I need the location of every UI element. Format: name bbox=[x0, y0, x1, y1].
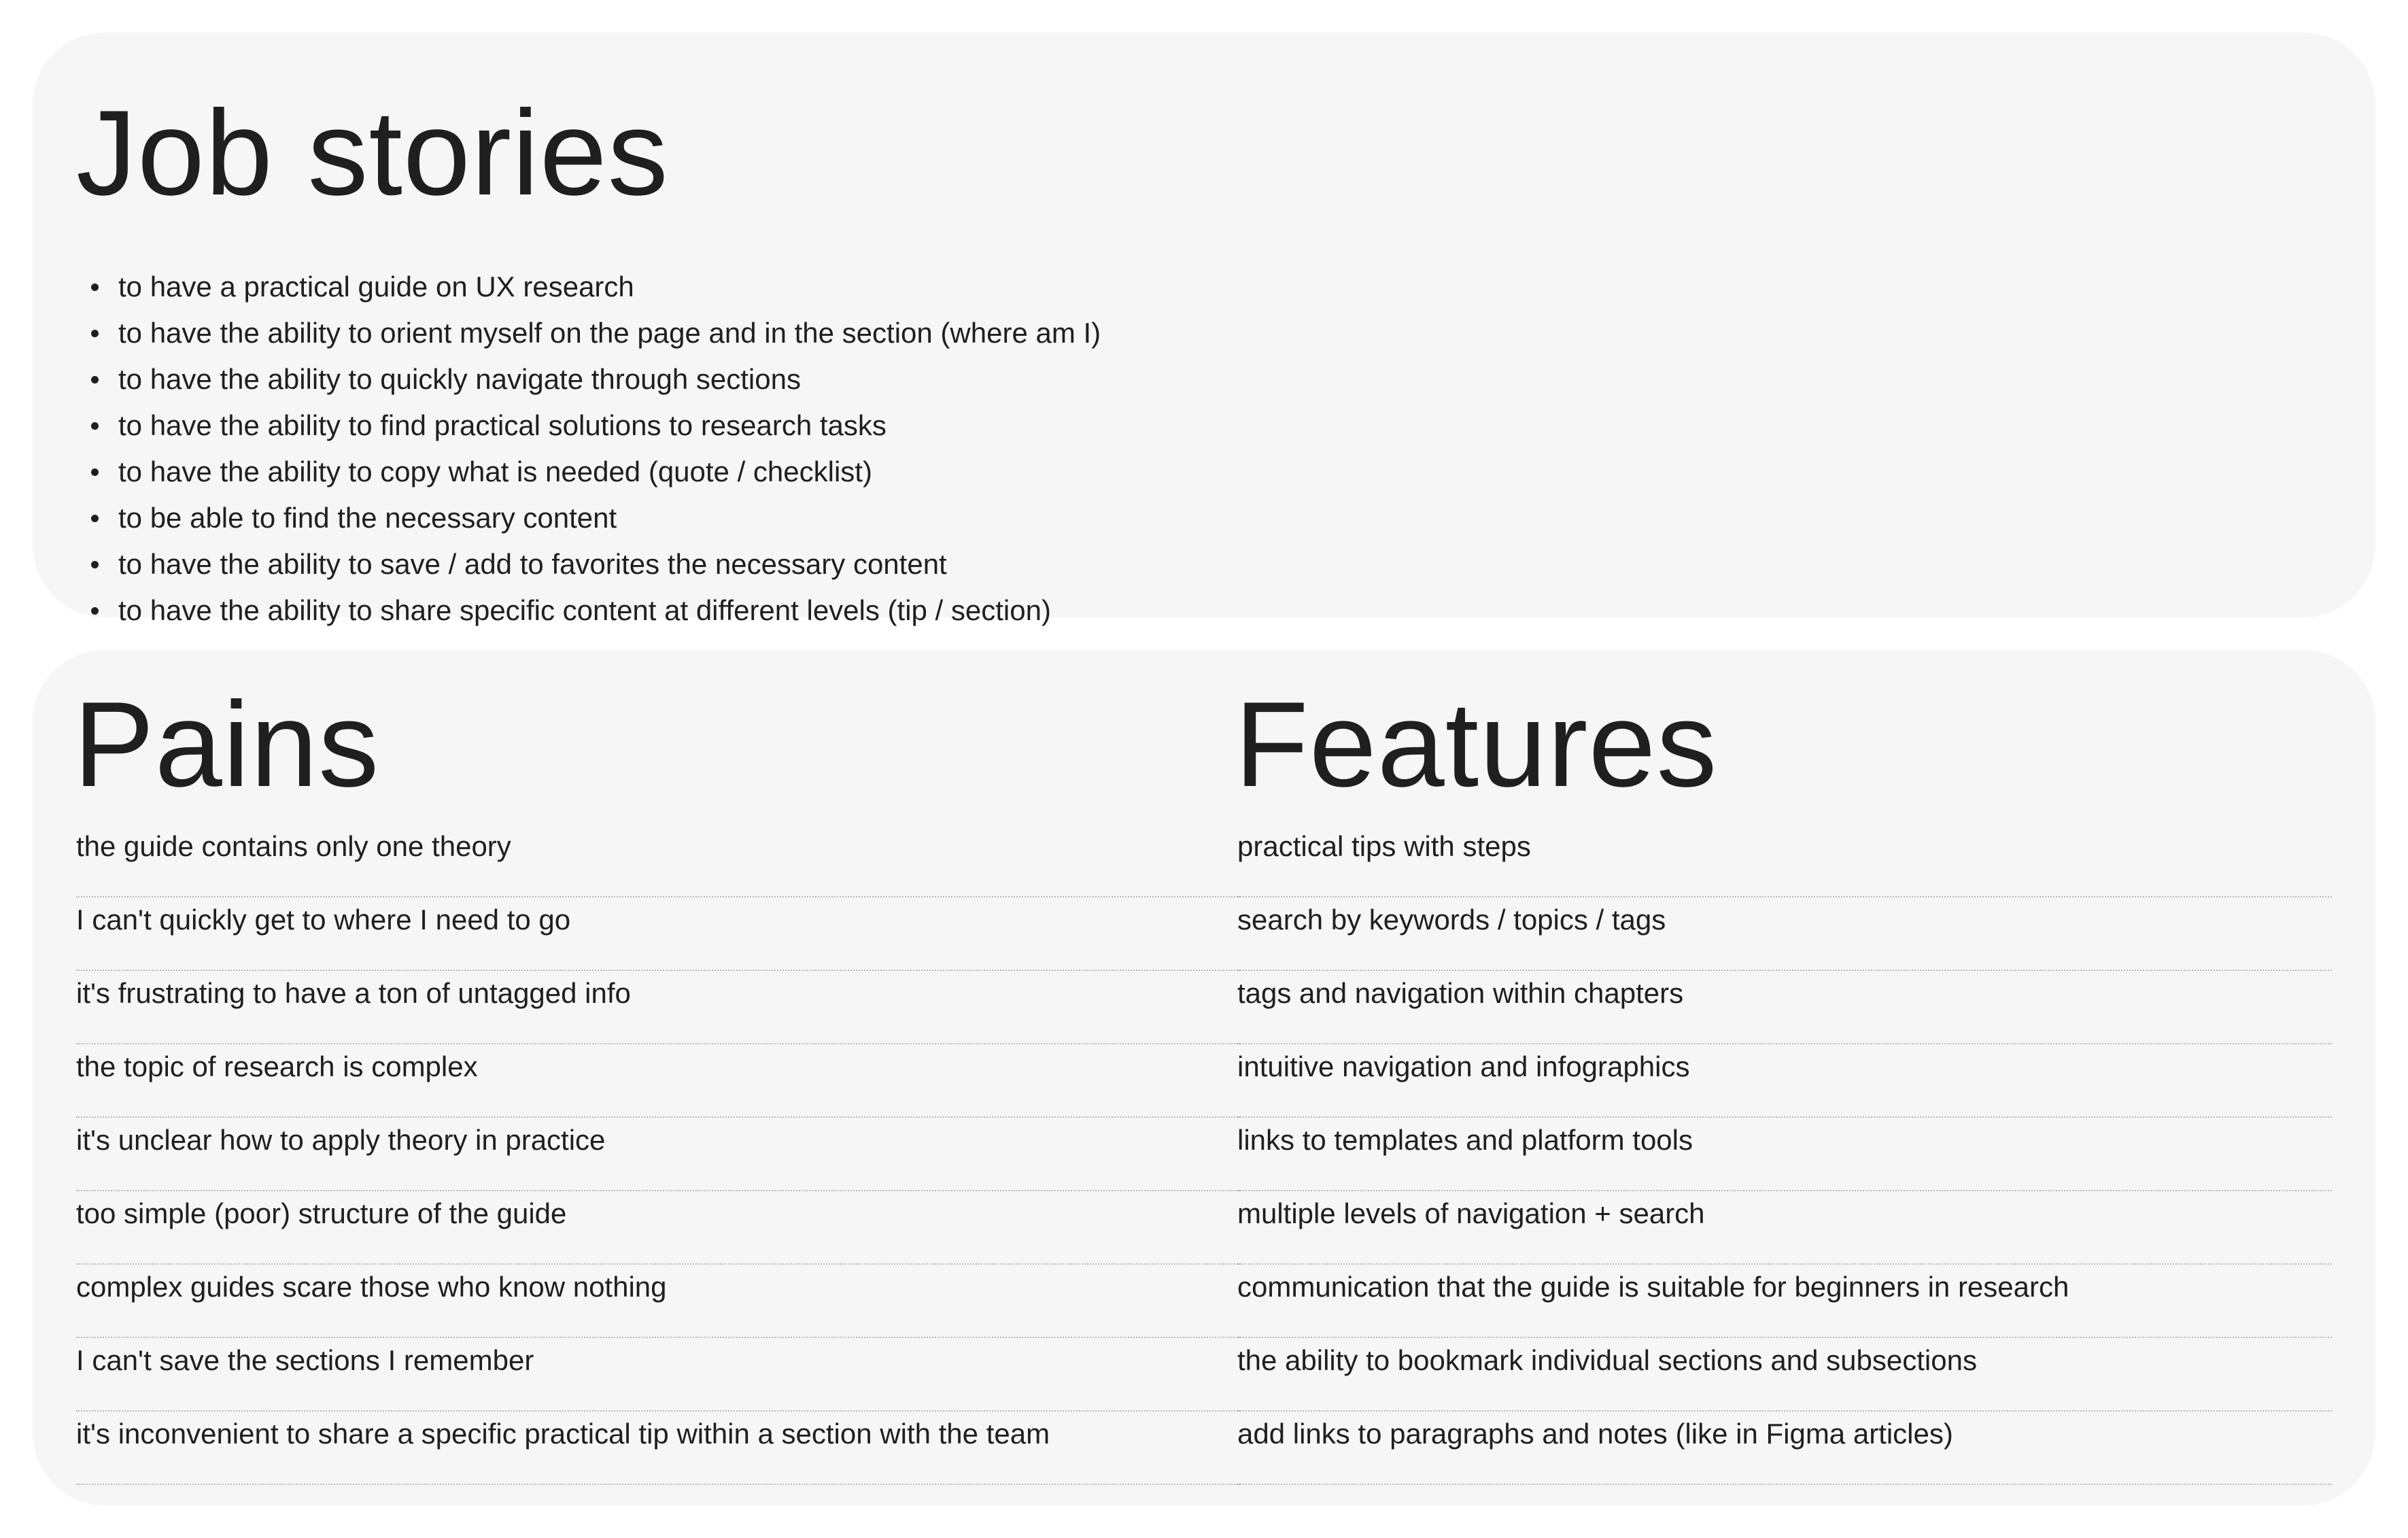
pains-features-card bbox=[33, 650, 2375, 1505]
feature-item bbox=[1237, 971, 2332, 1044]
pain-item-text: complex guides scare those who know nothing bbox=[76, 1271, 667, 1303]
feature-item-text: links to templates and platform tools bbox=[1237, 1124, 1693, 1156]
feature-item bbox=[1237, 824, 2332, 898]
job-stories-title: Job stories bbox=[76, 85, 669, 220]
pain-item-text: I can't save the sections I remember bbox=[76, 1344, 534, 1376]
feature-item-text: search by keywords / topics / tags bbox=[1237, 904, 1666, 936]
feature-item bbox=[1237, 898, 2332, 971]
job-story-item: to have the ability to save / add to favorites the necessary content bbox=[76, 541, 2332, 587]
job-story-item: to have the ability to find practical solutions to research tasks bbox=[76, 403, 2332, 449]
job-story-item: to have the ability to orient myself on the page and in the section (where am I) bbox=[76, 310, 2332, 356]
job-stories-list bbox=[76, 264, 2332, 634]
feature-item bbox=[1237, 1412, 2332, 1485]
pain-item-text: it's unclear how to apply theory in practice bbox=[76, 1124, 606, 1156]
pain-item bbox=[76, 1265, 1240, 1338]
feature-item bbox=[1237, 1338, 2332, 1412]
job-story-item: to have the ability to quickly navigate through sections bbox=[76, 356, 2332, 403]
feature-item-text: tags and navigation within chapters bbox=[1237, 977, 1684, 1009]
pain-item-text: it's frustrating to have a ton of untagged info bbox=[76, 977, 631, 1009]
pain-item bbox=[76, 1044, 1240, 1118]
feature-item bbox=[1237, 1044, 2332, 1118]
job-stories-card bbox=[33, 33, 2375, 626]
feature-item-text: add links to paragraphs and notes (like in Figma articles) bbox=[1237, 1418, 1953, 1450]
pain-item bbox=[76, 1118, 1240, 1191]
pain-item-text: it's inconvenient to share a specific practical tip within a section with the team bbox=[76, 1418, 1050, 1450]
pain-item bbox=[76, 971, 1240, 1044]
feature-item-text: intuitive navigation and infographics bbox=[1237, 1050, 1690, 1082]
pain-item bbox=[76, 1412, 1240, 1485]
feature-item bbox=[1237, 1191, 2332, 1265]
pain-item bbox=[76, 898, 1240, 971]
job-story-item: to have the ability to share specific content at different levels (tip / section) bbox=[76, 587, 2332, 634]
features-title: Features bbox=[1235, 677, 1718, 812]
features-list bbox=[1237, 824, 2332, 1485]
feature-item bbox=[1237, 1118, 2332, 1191]
pain-item bbox=[76, 1338, 1240, 1412]
pains-title: Pains bbox=[73, 677, 380, 812]
pain-item bbox=[76, 1191, 1240, 1265]
pains-list bbox=[76, 824, 1240, 1485]
job-story-item: to have a practical guide on UX research bbox=[76, 264, 2332, 310]
pain-item-text: too simple (poor) structure of the guide bbox=[76, 1197, 567, 1229]
feature-item-text: multiple levels of navigation + search bbox=[1237, 1197, 1705, 1229]
job-story-item: to be able to find the necessary content bbox=[76, 495, 2332, 541]
feature-item-text: practical tips with steps bbox=[1237, 830, 1531, 862]
pain-item-text: the topic of research is complex bbox=[76, 1050, 478, 1082]
pain-item-text: the guide contains only one theory bbox=[76, 830, 511, 862]
feature-item-text: communication that the guide is suitable for beginners in research bbox=[1237, 1271, 2069, 1303]
pain-item-text: I can't quickly get to where I need to go bbox=[76, 904, 571, 936]
pain-item bbox=[76, 824, 1240, 898]
job-story-item: to have the ability to copy what is needed (quote / checklist) bbox=[76, 449, 2332, 495]
feature-item bbox=[1237, 1265, 2332, 1338]
feature-item-text: the ability to bookmark individual sections and subsections bbox=[1237, 1344, 1977, 1376]
